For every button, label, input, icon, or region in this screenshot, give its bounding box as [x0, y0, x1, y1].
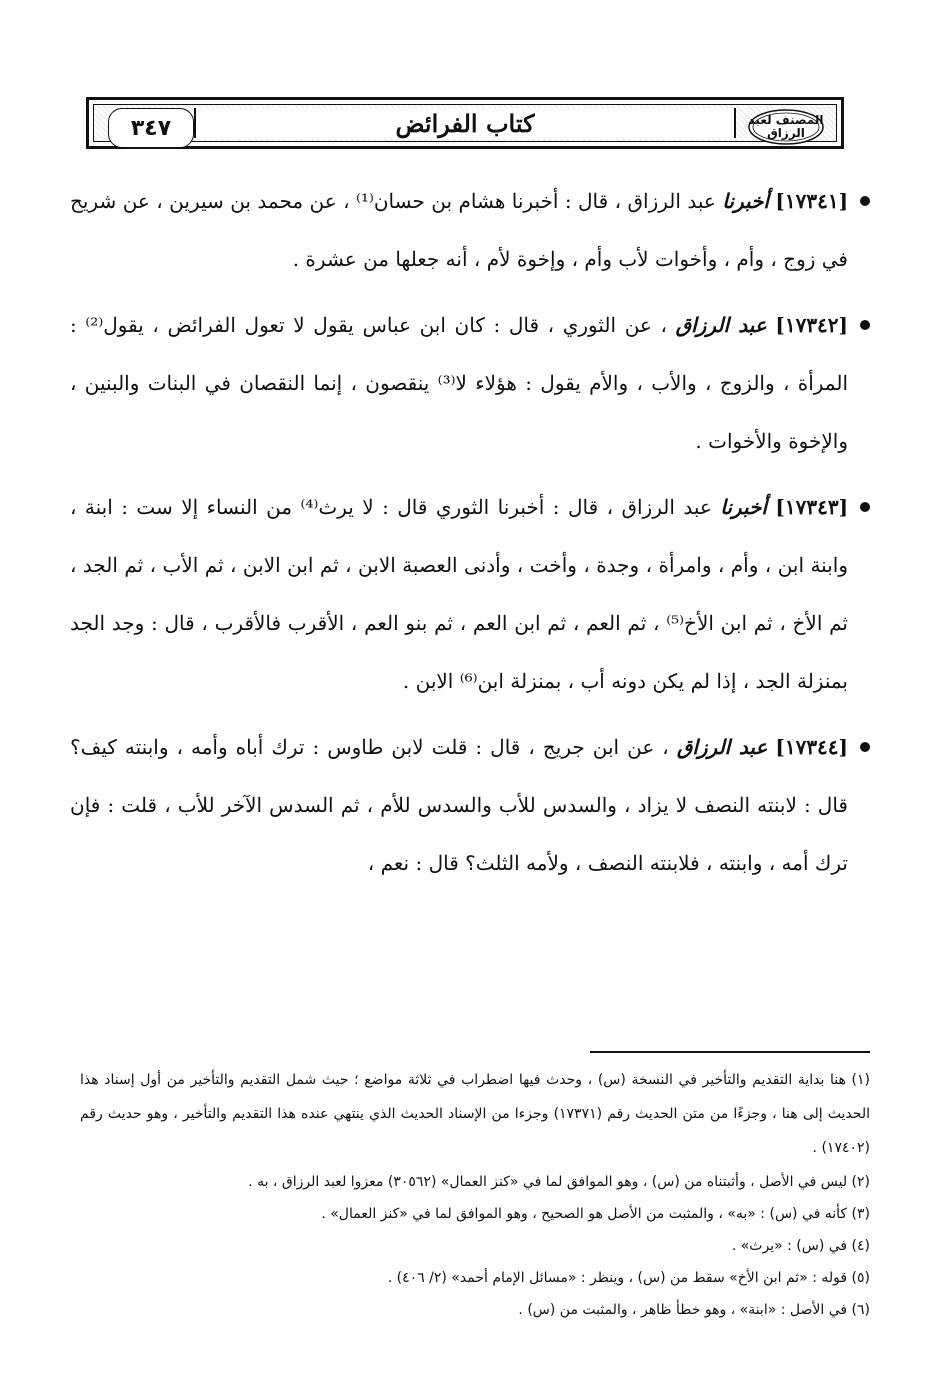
- footnote: (١) هنا بداية التقديم والتأخير في النسخة (س) ، وحدث فيها اضطراب في ثلاثة مواضع ؛ حيث شمل التقديم والتأخير من أول إسناد هذا الحديث إلى هنا ، وجزءًا من متن الحديث رقم (١٧٣٧١) وجزءا من الإسناد الحديث الذي ينتهي عنده هذا التقديم والتأخير ، وهو حديث رقم (١٧٤٠٢) .: [80, 1072, 870, 1156]
- bullet-icon: [860, 196, 870, 206]
- page-header: [86, 97, 844, 149]
- hadith-number: [١٧٣٤٣]: [775, 495, 849, 519]
- hadith-number: [١٧٣٤٤]: [775, 735, 849, 759]
- footnotes: [80, 1063, 870, 1327]
- hadith-text: ، عن ابن جريج ، قال : قلت لابن طاوس : ترك أباه وأمه ، وابنته كيف؟ قال : لابنته النصف لا يزاد ، والسدس للأب والسدس للأم ، ثم السدس الآخر للأب ، قلت : فإن ترك أمه ، وابنته ، فلابنته النصف ، ولأمه الثلث؟ قال : نعم ،: [70, 735, 848, 875]
- footnote: (٣) كأنه في (س) : «به» ، والمثبت من الأصل هو الصحيح ، وهو الموافق لما في «كنز العمال» .: [321, 1206, 870, 1222]
- hadith-number: [١٧٣٤٢]: [775, 313, 849, 337]
- hadith-intro: عبد الرزاق: [675, 313, 767, 337]
- footnote: (٥) قوله : «ثم ابن الأخ» سقط من (س) ، وينظر : «مسائل الإمام أحمد» (٢/ ٤٠٦) .: [387, 1270, 870, 1286]
- book-title: كتاب الفرائض: [194, 108, 736, 138]
- footnote: (٦) في الأصل : «ابنة» ، وهو خطأ ظاهر ، والمثبت من (س) .: [518, 1302, 870, 1318]
- bullet-icon: [860, 502, 870, 512]
- hadith-text: ، عن الثوري ، قال : كان ابن عباس يقول لا تعول الفرائض ، يقول⁽²⁾ : المرأة ، والزوج ، والأب ، والأم يقول : هؤلاء لا⁽³⁾ ينقصون ، إنما النقصان في البنات والبنين ، والإخوة والأخوات .: [70, 313, 849, 453]
- publisher-logo: [746, 107, 826, 147]
- bullet-icon: [860, 320, 870, 330]
- hadith-intro: أخبرنا: [720, 495, 767, 519]
- footnote-separator: [590, 1051, 870, 1053]
- hadith-text: عبد الرزاق ، قال : أخبرنا الثوري قال : لا يرث⁽⁴⁾ من النساء إلا ست : ابنة ، وابنة ابن ، وأم ، وامرأة ، وجدة ، وأخت ، وأدنى العصبة الابن ، ثم ابن الابن ، ثم الأب ، ثم الجد ، ثم الأخ ، ثم ابن الأخ⁽⁵⁾ ، ثم العم ، ثم ابن العم ، ثم بنو العم ، الأقرب فالأقرب ، قال : وجد الجد بمنزلة الجد ، إذا لم يكن دونه أب ، بمنزلة ابن⁽⁶⁾ الابن .: [70, 495, 848, 693]
- hadith-entry: [70, 172, 870, 288]
- hadith-entry: [70, 478, 870, 710]
- bullet-icon: [860, 742, 870, 752]
- hadith-intro: أخبرنا: [722, 189, 769, 213]
- footnote: (٤) في (س) : «يرث» .: [731, 1238, 870, 1254]
- hadith-number: [١٧٣٤١]: [775, 189, 849, 213]
- header-ornament-band: [93, 104, 837, 142]
- main-text: [70, 172, 870, 900]
- footnote: (٢) ليس في الأصل ، وأثبتناه من (س) ، وهو الموافق لما في «كنز العمال» (٣٠٥٦٢) معزوا لعبد الرزاق ، به .: [248, 1174, 870, 1190]
- hadith-entry: [70, 718, 870, 892]
- logo-text: المصنف لعبد الرزاق: [748, 113, 824, 140]
- hadith-entry: [70, 296, 870, 470]
- page-number: ٣٤٧: [108, 108, 194, 148]
- hadith-intro: عبد الرزاق: [676, 735, 768, 759]
- hadith-text: عبد الرزاق ، قال : أخبرنا هشام بن حسان⁽¹⁾ ، عن محمد بن سيرين ، عن شريح في زوج ، وأم ، وأخوات لأب وأم ، وإخوة لأم ، أنه جعلها من عشرة .: [70, 189, 848, 271]
